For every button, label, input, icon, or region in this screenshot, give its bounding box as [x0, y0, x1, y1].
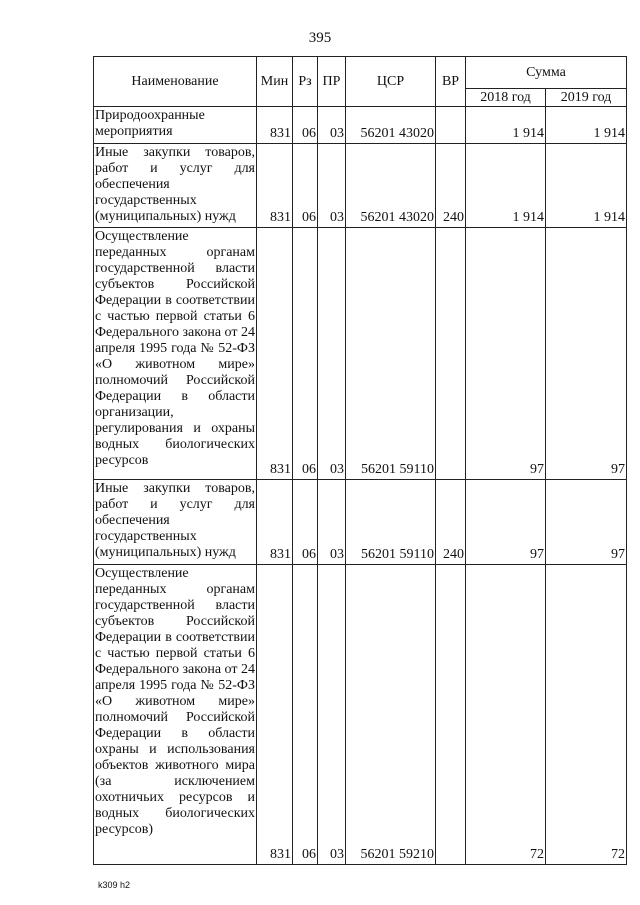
- row-rz: 06: [293, 144, 318, 228]
- row-vr: 240: [436, 144, 466, 228]
- header-name: Наименование: [94, 57, 257, 107]
- row-2019: 72: [546, 565, 627, 865]
- row-rz: 06: [293, 228, 318, 480]
- row-csr: 56201 43020: [346, 144, 436, 228]
- row-min: 831: [257, 228, 293, 480]
- row-pr: 03: [318, 228, 346, 480]
- row-rz: 06: [293, 480, 318, 565]
- row-name: Осуществление переданных органам государственной власти субъектов Российской Федерации в соответствии с частью первой статьи 6 Федерального закона от 24 апреля 1995 года № 52-ФЗ «О животном мире» полномочий Российской Федерации в области организации, регулирования и охраны водных биологических ресурсов: [94, 228, 257, 480]
- row-csr: 56201 59110: [346, 480, 436, 565]
- row-name: Осуществление переданных органам государственной власти субъектов Российской Федерации в соответствии с частью первой статьи 6 Федерального закона от 24 апреля 1995 года № 52-ФЗ «О животном мире» полномочий Российской Федерации в области охраны и использования объектов животного мира (за исключением охотничьих ресурсов и водных биологических ресурсов): [94, 565, 257, 865]
- row-vr: [436, 228, 466, 480]
- header-min: Мин: [257, 57, 293, 107]
- row-2018: 1 914: [466, 144, 546, 228]
- row-pr: 03: [318, 565, 346, 865]
- row-min: 831: [257, 144, 293, 228]
- header-csr: ЦСР: [346, 57, 436, 107]
- row-min: 831: [257, 480, 293, 565]
- row-min: 831: [257, 565, 293, 865]
- row-name: Иные закупки товаров, работ и услуг для обеспечения государственных (муниципальных) нужд: [94, 144, 257, 228]
- row-2018: 72: [466, 565, 546, 865]
- row-2018: 97: [466, 228, 546, 480]
- row-2019: 1 914: [546, 144, 627, 228]
- row-2019: 97: [546, 480, 627, 565]
- row-csr: 56201 59210: [346, 565, 436, 865]
- row-name: Иные закупки товаров, работ и услуг для обеспечения государственных (муниципальных) нужд: [94, 480, 257, 565]
- page-number: 395: [308, 30, 332, 46]
- row-csr: 56201 43020: [346, 107, 436, 144]
- footer-code: k309 h2: [98, 880, 131, 890]
- row-2018: 97: [466, 480, 546, 565]
- row-pr: 03: [318, 107, 346, 144]
- row-2019: 97: [546, 228, 627, 480]
- row-vr: 240: [436, 480, 466, 565]
- budget-table: [93, 56, 627, 865]
- table-row: [94, 144, 627, 228]
- row-vr: [436, 107, 466, 144]
- header-pr: ПР: [318, 57, 346, 107]
- row-2018: 1 914: [466, 107, 546, 144]
- table-row: [94, 565, 627, 865]
- header-year-2018: 2018 год: [466, 89, 546, 107]
- header-year-2019: 2019 год: [546, 89, 627, 107]
- row-pr: 03: [318, 480, 346, 565]
- header-rz: Рз: [293, 57, 318, 107]
- table-row: [94, 228, 627, 480]
- header-vr: ВР: [436, 57, 466, 107]
- header-sum: Сумма: [466, 57, 627, 89]
- table-row: [94, 107, 627, 144]
- row-2019: 1 914: [546, 107, 627, 144]
- row-vr: [436, 565, 466, 865]
- row-rz: 06: [293, 107, 318, 144]
- row-min: 831: [257, 107, 293, 144]
- row-csr: 56201 59110: [346, 228, 436, 480]
- table-row: [94, 480, 627, 565]
- row-rz: 06: [293, 565, 318, 865]
- row-name: Природоохранные мероприятия: [94, 107, 257, 144]
- row-pr: 03: [318, 144, 346, 228]
